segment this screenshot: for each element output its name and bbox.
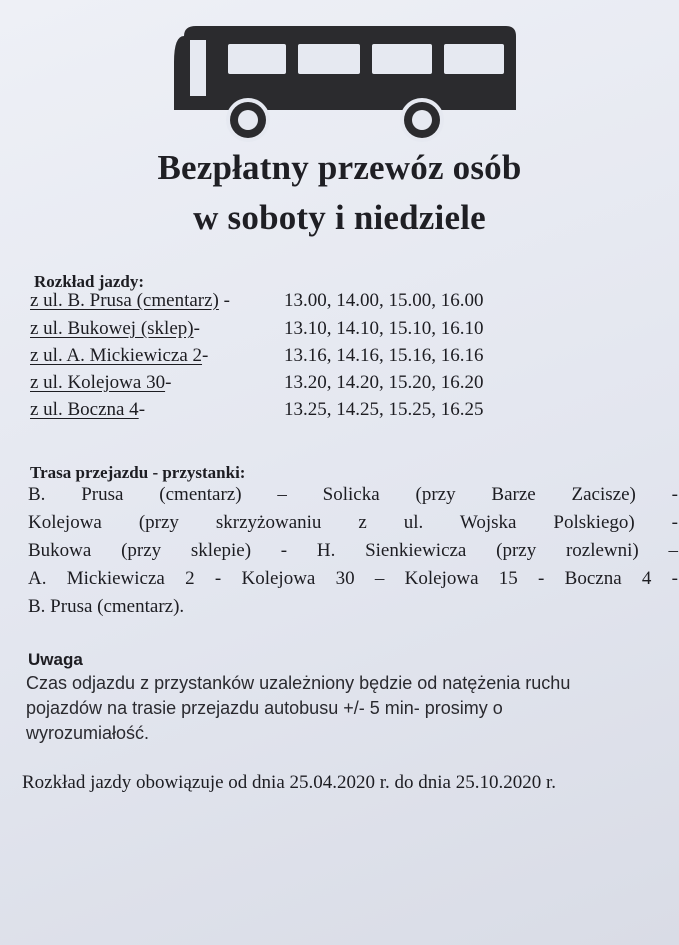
- warning-line: pojazdów na trasie przejazdu autobusu +/- 5 min- prosimy o: [26, 698, 503, 718]
- warning-line: Czas odjazdu z przystanków uzależniony będzie od natężenia ruchu: [26, 673, 571, 693]
- schedule-stop: z ul. B. Prusa (cmentarz): [30, 290, 219, 311]
- schedule-stop: z ul. Boczna 4: [30, 399, 139, 420]
- schedule-times: 13.00, 14.00, 15.00, 16.00: [284, 290, 484, 311]
- schedule-row: [30, 372, 484, 394]
- schedule-stop: z ul. Kolejowa 30: [30, 372, 166, 393]
- route-line: Bukowa (przy sklepie) - H. Sienkiewicza (przy rozlewni) –: [28, 540, 678, 561]
- route-line: B. Prusa (cmentarz).: [28, 596, 185, 617]
- schedule-row: [30, 290, 484, 312]
- route-line: Kolejowa (przy skrzyżowaniu z ul. Wojska Polskiego) -: [28, 512, 678, 533]
- schedule-times: 13.25, 14.25, 15.25, 16.25: [284, 399, 484, 420]
- route-line: B. Prusa (cmentarz) – Solicka (przy Barze Zacisze) -: [28, 484, 678, 505]
- bus-icon: [170, 22, 520, 142]
- schedule-heading: Rozkład jazdy:: [34, 272, 145, 291]
- page-title: Bezpłatny przewóz osób: [157, 148, 522, 187]
- schedule-separator: -: [193, 318, 200, 339]
- schedule-row: [30, 399, 484, 421]
- route-heading: Trasa przejazdu - przystanki:: [30, 463, 246, 482]
- schedule-separator: -: [138, 399, 146, 420]
- schedule-row: [30, 318, 484, 340]
- schedule-times: 13.10, 14.10, 15.10, 16.10: [284, 318, 484, 339]
- schedule-times: 13.20, 14.20, 15.20, 16.20: [284, 372, 484, 393]
- schedule-times: 13.16, 14.16, 15.16, 16.16: [284, 345, 484, 366]
- warning-line: wyrozumiałość.: [26, 723, 150, 743]
- schedule-separator: -: [165, 372, 172, 393]
- schedule-stop: z ul. A. Mickiewicza 2: [30, 345, 203, 366]
- route-line: A. Mickiewicza 2 - Kolejowa 30 – Kolejowa 15 - Boczna 4 -: [28, 568, 678, 589]
- schedule-stop: z ul. Bukowej (sklep): [30, 318, 194, 339]
- schedule-row: [30, 345, 484, 367]
- schedule-separator: -: [218, 290, 230, 311]
- validity-note: Rozkład jazdy obowiązuje od dnia 25.04.2020 r. do dnia 25.10.2020 r.: [22, 772, 557, 793]
- page-subtitle: w soboty i niedziele: [193, 198, 486, 237]
- schedule-separator: -: [202, 345, 209, 366]
- warning-heading: Uwaga: [28, 650, 83, 669]
